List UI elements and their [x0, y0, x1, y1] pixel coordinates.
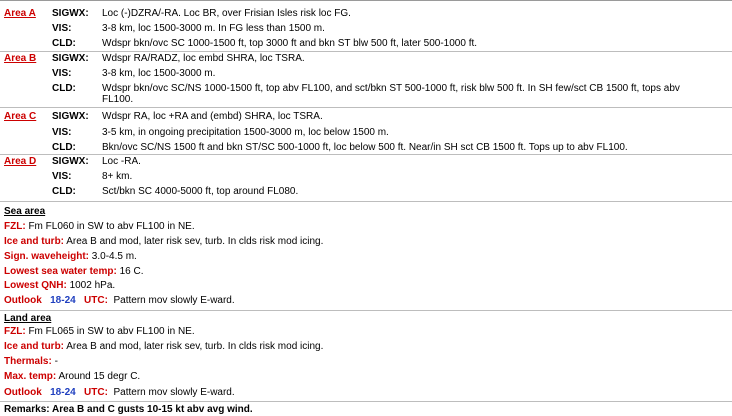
area-c-sigwx-text: Wdspr RA, loc +RA and (embd) SHRA, loc TSRA. — [102, 111, 323, 122]
area-a-sigwx-label: SIGWX: — [52, 8, 89, 19]
area-c-cld-text: Bkn/ovc SC/NS 1500 ft and bkn ST/SC 500-1000 ft, loc below 500 ft. Near/in SH sct CB 1500 ft. Tops up to abv FL100. — [102, 142, 628, 153]
land-thermals-text: - — [54, 356, 58, 367]
sea-ice-line — [4, 236, 323, 247]
separator — [0, 401, 732, 402]
sea-qnh-label: Lowest QNH: — [4, 280, 67, 291]
land-outlook-label: Outlook — [4, 387, 42, 398]
area-a-vis-label: VIS: — [52, 23, 72, 34]
sea-outlook-hours: 18-24 — [50, 295, 76, 306]
sea-outlook-utc: UTC: — [84, 295, 108, 306]
land-ice-label: Ice and turb: — [4, 341, 65, 352]
land-maxtemp-text: Around 15 degr C. — [58, 371, 141, 382]
top-border — [0, 0, 732, 4]
remarks-line — [4, 404, 253, 415]
land-thermals-label: Thermals: — [4, 356, 52, 367]
area-b-sigwx-text: Wdspr RA/RADZ, loc embd SHRA, loc TSRA. — [102, 53, 305, 64]
area-d-cld-text: Sct/bkn SC 4000-5000 ft, top around FL080. — [102, 186, 299, 197]
sea-wave-text: 3.0-4.5 m. — [91, 251, 137, 262]
area-a-sigwx-text: Loc (-)DZRA/-RA. Loc BR, over Frisian Isles risk loc FG. — [102, 8, 351, 19]
remarks-label: Remarks: — [4, 404, 50, 415]
sea-area-title: Sea area — [4, 206, 46, 217]
area-c-label[interactable]: Area C — [4, 111, 37, 122]
land-area-title: Land area — [4, 313, 52, 324]
area-c-vis-text: 3-5 km, in ongoing precipitation 1500-3000 m, loc below 1500 m. — [102, 127, 389, 138]
sea-outlook-label: Outlook — [4, 295, 42, 306]
land-thermals-line — [4, 356, 58, 367]
area-b-label[interactable]: Area B — [4, 53, 37, 64]
sea-qnh-text: 1002 hPa. — [69, 280, 116, 291]
sea-qnh-line — [4, 280, 115, 291]
area-a-label[interactable]: Area A — [4, 8, 36, 19]
area-a-cld-text: Wdspr bkn/ovc SC 1000-1500 ft, top 3000 ft and bkn ST blw 500 ft, later 500-1000 ft. — [102, 38, 478, 49]
sea-ice-label: Ice and turb: — [4, 236, 65, 247]
sea-temp-line — [4, 266, 144, 277]
sea-fzl-label: FZL: — [4, 221, 26, 232]
area-b-vis-text: 3-8 km, loc 1500-3000 m. — [102, 68, 216, 79]
land-maxtemp-line — [4, 371, 140, 382]
area-b-sigwx-label: SIGWX: — [52, 53, 89, 64]
area-d-vis-label: VIS: — [52, 171, 72, 182]
land-outlook-utc: UTC: — [84, 387, 108, 398]
separator — [0, 51, 732, 52]
area-d-sigwx-text: Loc -RA. — [102, 156, 141, 167]
land-outlook-text: Pattern mov slowly E-ward. — [113, 387, 235, 398]
area-c-vis-label: VIS: — [52, 127, 72, 138]
land-outlook-line — [4, 387, 235, 398]
area-b-vis-label: VIS: — [52, 68, 72, 79]
land-fzl-label: FZL: — [4, 326, 26, 337]
separator — [0, 201, 732, 202]
separator — [0, 107, 732, 108]
area-b-cld-text: Wdspr bkn/ovc SC/NS 1000-1500 ft, top abv FL100, and sct/bkn ST 500-1000 ft, risk blw 500 ft. In SH few/sct CB 1500 ft, tops abv FL100. — [102, 83, 680, 105]
sea-ice-text: Area B and mod, later risk sev, turb. In clds risk mod icing. — [66, 236, 324, 247]
land-ice-text: Area B and mod, later risk sev, turb. In clds risk mod icing. — [66, 341, 324, 352]
sea-outlook-text: Pattern mov slowly E-ward. — [113, 295, 235, 306]
remarks-text: Area B and C gusts 10-15 kt abv avg wind. — [52, 404, 253, 415]
sea-wave-label: Sign. waveheight: — [4, 251, 90, 262]
sea-temp-text: 16 C. — [119, 266, 144, 277]
land-maxtemp-label: Max. temp: — [4, 371, 57, 382]
area-d-label[interactable]: Area D — [4, 156, 37, 167]
area-c-sigwx-label: SIGWX: — [52, 111, 89, 122]
separator — [0, 154, 732, 155]
sea-fzl-line — [4, 221, 195, 232]
area-b-cld-label: CLD: — [52, 83, 76, 94]
sea-outlook-line — [4, 295, 235, 306]
area-d-sigwx-label: SIGWX: — [52, 156, 89, 167]
land-fzl-text: Fm FL065 in SW to abv FL100 in NE. — [28, 326, 195, 337]
sea-temp-label: Lowest sea water temp: — [4, 266, 117, 277]
area-a-vis-text: 3-8 km, loc 1500-3000 m. In FG less than 1500 m. — [102, 23, 325, 34]
separator — [0, 310, 732, 311]
sea-wave-line — [4, 251, 137, 262]
area-d-vis-text: 8+ km. — [102, 171, 133, 182]
land-ice-line — [4, 341, 323, 352]
area-a-cld-label: CLD: — [52, 38, 76, 49]
land-fzl-line — [4, 326, 195, 337]
land-outlook-hours: 18-24 — [50, 387, 76, 398]
sea-fzl-text: Fm FL060 in SW to abv FL100 in NE. — [28, 221, 195, 232]
area-c-cld-label: CLD: — [52, 142, 76, 153]
area-d-cld-label: CLD: — [52, 186, 76, 197]
